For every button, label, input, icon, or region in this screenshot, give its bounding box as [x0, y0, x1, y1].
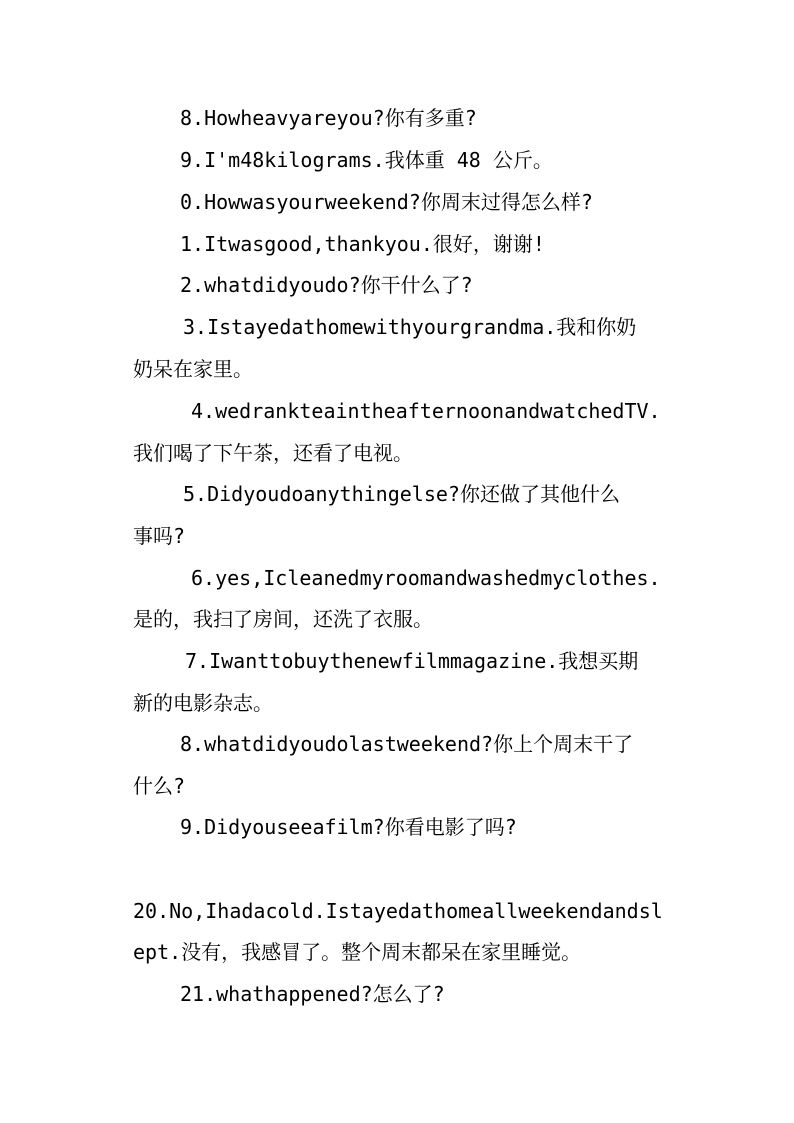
text-line: 事吗? [133, 524, 186, 548]
text-line: 20.No,Ihadacold.Istayedathomeallweekendandsl [133, 899, 663, 923]
text-line: 4.wedrankteaintheafternoonandwatchedTV. [191, 399, 661, 423]
text-line: 什么? [133, 774, 186, 798]
text-line: 是的，我扫了房间，还洗了衣服。 [133, 607, 433, 631]
text-line: 9.I'm48kilograms.我体重 48 公斤。 [180, 148, 553, 172]
text-line: 9.Didyouseeafilm?你看电影了吗? [180, 815, 517, 839]
text-line: ept.没有，我感冒了。整个周末都呆在家里睡觉。 [133, 940, 582, 964]
text-line: 8.whatdidyoudolastweekend?你上个周末干了 [180, 732, 634, 756]
text-line: 新的电影杂志。 [133, 691, 273, 715]
text-line: 0.Howwasyourweekend?你周末过得怎么样? [180, 190, 593, 214]
text-line: 奶呆在家里。 [133, 357, 253, 381]
text-line: 7.Iwanttobuythenewfilmmagazine.我想买期 [185, 649, 639, 673]
text-line: 21.whathappened?怎么了? [180, 982, 445, 1006]
text-line: 3.Istayedathomewithyourgrandma.我和你奶 [183, 315, 637, 339]
text-line: 2.whatdidyoudo?你干什么了? [180, 273, 473, 297]
text-line: 8.Howheavyareyou?你有多重? [180, 106, 477, 130]
text-line: 1.Itwasgood,thankyou.很好，谢谢! [180, 232, 545, 256]
text-line: 5.Didyoudoanythingelse?你还做了其他什么 [183, 482, 620, 506]
text-line: 我们喝了下午茶，还看了电视。 [133, 441, 413, 465]
text-line: 6.yes,Icleanedmyroomandwashedmyclothes. [191, 566, 661, 590]
